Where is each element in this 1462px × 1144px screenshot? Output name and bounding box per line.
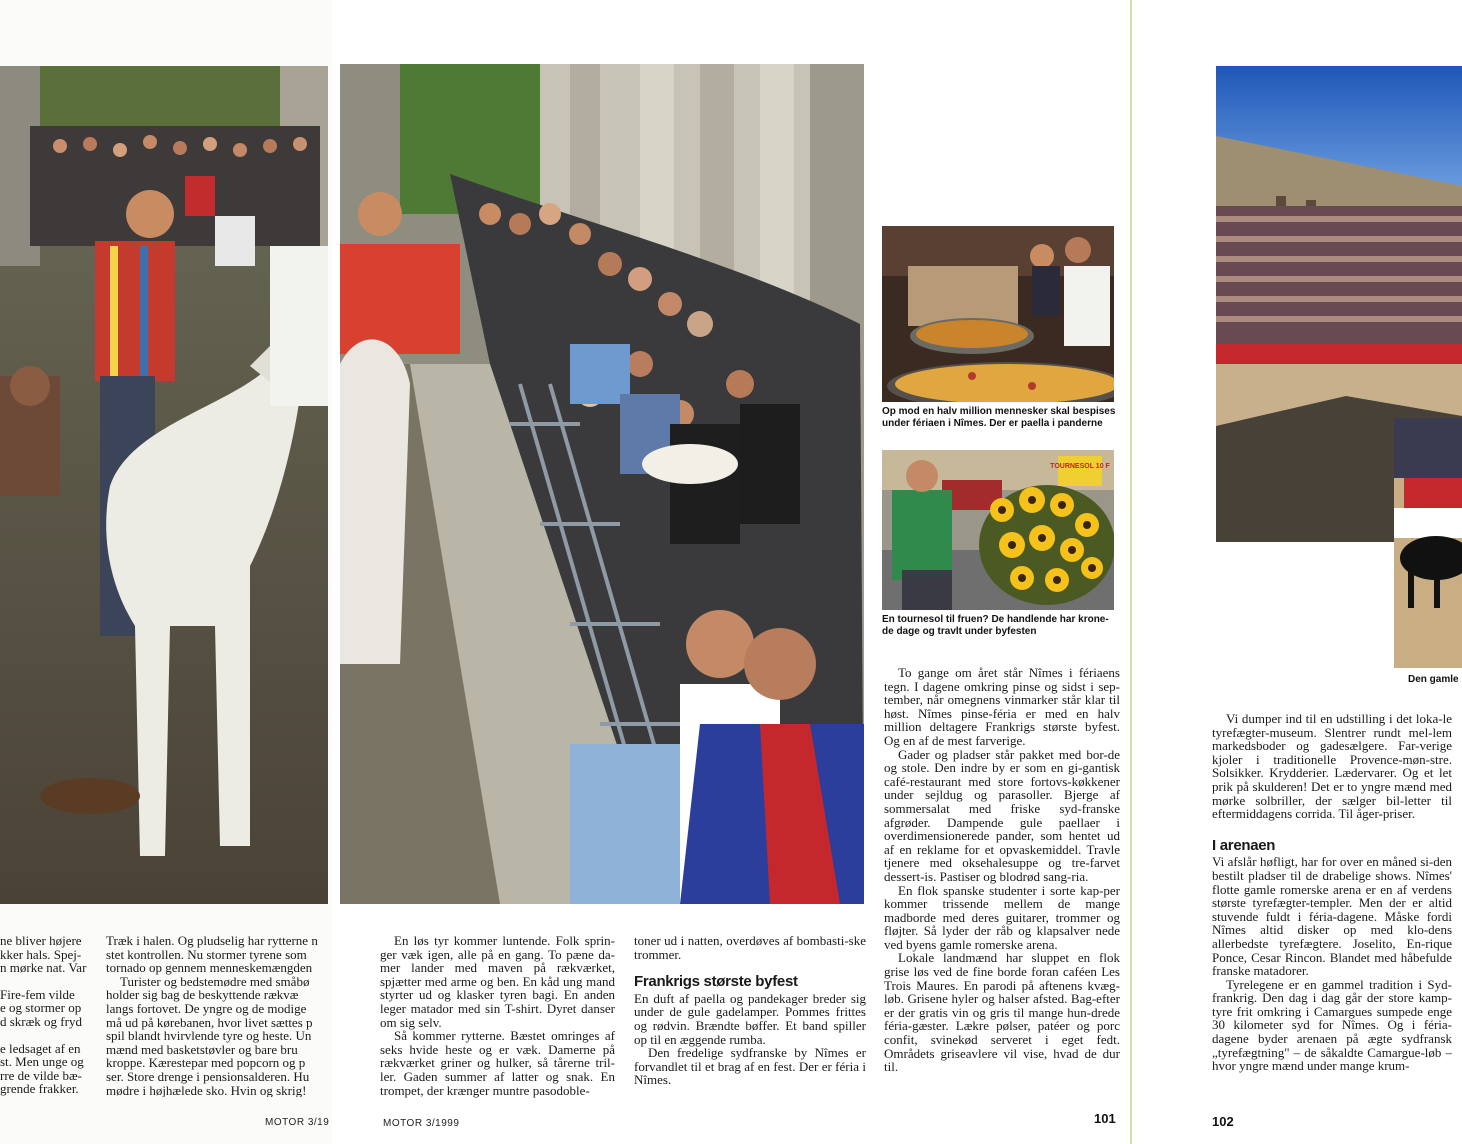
line: kroppe. Kærestepar med popcorn og p bbox=[106, 1055, 306, 1071]
line: mænd med basketstøvler og bare bru bbox=[106, 1041, 298, 1057]
page-number-102: 102 bbox=[1212, 1114, 1234, 1129]
paragraph: En duft af paella og pandekager breder sig under de gule gadelamper. Pommes frittes og rødvin. Brændte bøffer. Et band spiller op til en æggende rumba. bbox=[634, 990, 866, 1047]
paragraph: Den fredelige sydfranske by Nîmes er forvandlet til et brag af en fest. Der er féria i Nîmes. bbox=[634, 1045, 866, 1088]
paragraph: En løs tyr kommer luntende. Folk sprin-ger væk igen, alle på en gang. To pæne da-mer lander med maven på rækværket, spjætter med arme og ben. En kåd ung mand styrter ud og klasker tyren bagi. En anden leger matador med sin T-shirt. Dyret danser om sig selv. bbox=[380, 933, 615, 1030]
article-column-b bbox=[634, 934, 866, 1087]
line: tornado op gennem menneskemængden bbox=[106, 960, 313, 976]
line: spil blandt hvirvlende tyre og heste. Un bbox=[106, 1028, 312, 1044]
line: n mørke nat. Var bbox=[0, 960, 87, 976]
paragraph: Tyrelegene er en gammel tradition i Syd-frankrig. Den dag i dag går der store kamp-tyre frit omkring i Camargues sumpede enge 30 kilometer syd for Nîmes. Og i féria-dagene byder arenaen på ægte sydfransk „tyrefægtning" – de såkaldte Camargue-løb – hvor yngre mænd under mange krum- bbox=[1212, 976, 1452, 1074]
article-column-c bbox=[884, 666, 1120, 1074]
paragraph: To gange om året står Nîmes i fériaens tegn. I dagene omkring pinse og sidst i sep-tember, når omegnens vinmarker står klar til høst. Nîmes pinse-féria er med en halv million deltagere Frankrigs største byfest. Og en af de mest farverige. bbox=[884, 665, 1120, 748]
paragraph: Vi afslår høfligt, har for over en måned si-den bestilt pladser til de drabelige shows. Nîmes' flotte gamle romerske arena er en af verdens største tyrefægter-templer. Men der er altid stuvende fuldt i féria-dagene. Måske fordi Nîmes altid disker op med klo-dens allerbedste tyrefægtere. Joselito, En-rique Ponce, Cesar Rincon. Blandet med håbefulde franske matadorer. bbox=[1212, 854, 1452, 979]
right-page bbox=[1160, 0, 1462, 1144]
paragraph: En flok spanske studenter i sorte kap-per kommer trissende mellem de mange madborde med deres guitarer, trommer og fløjter. Så lyder der råb og klapsalver nede ved byens gamle romerske arena. bbox=[884, 882, 1120, 952]
sunflowers-photo bbox=[882, 450, 1114, 610]
line: Træk i halen. Og pludselig har rytterne n bbox=[106, 934, 318, 948]
section-heading: I arenaen bbox=[1212, 836, 1276, 854]
line: st. Men unge og bbox=[0, 1054, 84, 1070]
page-number-101: 101 bbox=[1094, 1111, 1116, 1126]
paragraph: Vi dumper ind til en udstilling i det loka-le tyrefægter-museum. Slentrer rundt mel-lem markedsboder og gadesælgere. Far-verige kjoler i traditionelle Provence-møn-stre. Solsikker. Krydderier. Lædervarer. Og et let prik på skulderen! Det er to yngre mænd med mørke solbriller, der sælger bil-letter til eftermiddagens corrida. Til åger-priser. bbox=[1212, 711, 1452, 822]
middle-page bbox=[340, 0, 1130, 1144]
line: ne bliver højere bbox=[0, 934, 82, 948]
street-crowd-photo bbox=[340, 64, 864, 904]
paragraph: Så kommer rytterne. Bæstet omringes af seks hvide heste og er væk. Damerne på rækværket griner og hulker, så tårerne tril-ler. Gaden summer af latter og snak. En trompet, der krænger muntre pasodoble- bbox=[380, 1028, 615, 1098]
paragraph: Gader og pladser står pakket med bor-de og stole. Den indre by er som en gi-gantisk café-restaurant med store fortovs-køkkener under sejldug og parasoller. Bjerge af sommersalat med friske syd-franske afgrøder. Dampende gule paellaer i overdimensionerede pander, som hentet ud af en reklame for et opvaskemiddel. Travle tjenere med oksehalesuppe og tre-farvet dessert-is. Pastiser og blodrød sang-ria. bbox=[884, 746, 1120, 884]
sunflowers-caption: En tournesol til fruen? De handlende har krone-de dage og travlt under byfesten bbox=[882, 614, 1109, 637]
line: må ud på kørebanen, hvor livet sættes p bbox=[106, 1014, 313, 1030]
left-col-2 bbox=[106, 934, 332, 1097]
line: Fire-fem vilde bbox=[0, 986, 75, 1002]
middle-footer: MOTOR 3/1999 bbox=[383, 1118, 460, 1129]
left-page bbox=[0, 0, 332, 1144]
left-col-1 bbox=[0, 934, 90, 1096]
line: Turister og bedstemødre med småbø bbox=[120, 973, 310, 989]
left-footer: MOTOR 3/19 bbox=[265, 1117, 330, 1128]
arena-caption: Den gamle bbox=[1408, 674, 1459, 685]
line: kker hals. Spej- bbox=[0, 946, 82, 962]
paella-photo bbox=[882, 226, 1114, 402]
article-column-a bbox=[380, 934, 615, 1097]
fold-line bbox=[1130, 0, 1132, 1144]
line: ser. Store drenge i pensionsalderen. Hu bbox=[106, 1068, 310, 1084]
line: stet kontrollen. Nu stormer tyrene som bbox=[106, 946, 307, 962]
bull-photo bbox=[1394, 418, 1462, 668]
line: grende frakker. bbox=[0, 1081, 79, 1096]
paragraph: toner ud i natten, overdøves af bombasti-ske trommer. bbox=[634, 933, 866, 962]
sign-text: TOURNESOL 10 F bbox=[1050, 463, 1110, 470]
line: rre de vilde bæ- bbox=[0, 1067, 82, 1083]
line: d skræk og fryd bbox=[0, 1013, 82, 1029]
line: langs fortovet. De yngre og de modige bbox=[106, 1000, 307, 1016]
right-column bbox=[1212, 712, 1452, 1073]
line: mødre i højhælede sko. Hvin og skrig! bbox=[106, 1082, 307, 1098]
line: holder sig bag de beskyttende rækvæ bbox=[106, 987, 299, 1003]
paragraph: Lokale landmænd har sluppet en flok grise løs ved de fine borde foran caféen Les Trois Maures. En parodi på aftenens kvæg-løb. Grisene hyler og halser afsted. Bag-efter er der gratis vin og gris til mange hun-drede féria-gæster. Lækre pølser, patéer og porc confit, svinekød serveret i eget fedt. Områdets griseavlere vil vise, hvad de dur til. bbox=[884, 950, 1120, 1075]
paella-caption: Op mod en halv million mennesker skal bespises under fériaen i Nîmes. Der er paella i panderne bbox=[882, 406, 1116, 429]
horse-riders-photo bbox=[0, 66, 328, 904]
line: e ledsaget af en bbox=[0, 1040, 81, 1056]
line: e og stormer op bbox=[0, 1000, 82, 1016]
section-heading: Frankrigs største byfest bbox=[634, 973, 798, 991]
